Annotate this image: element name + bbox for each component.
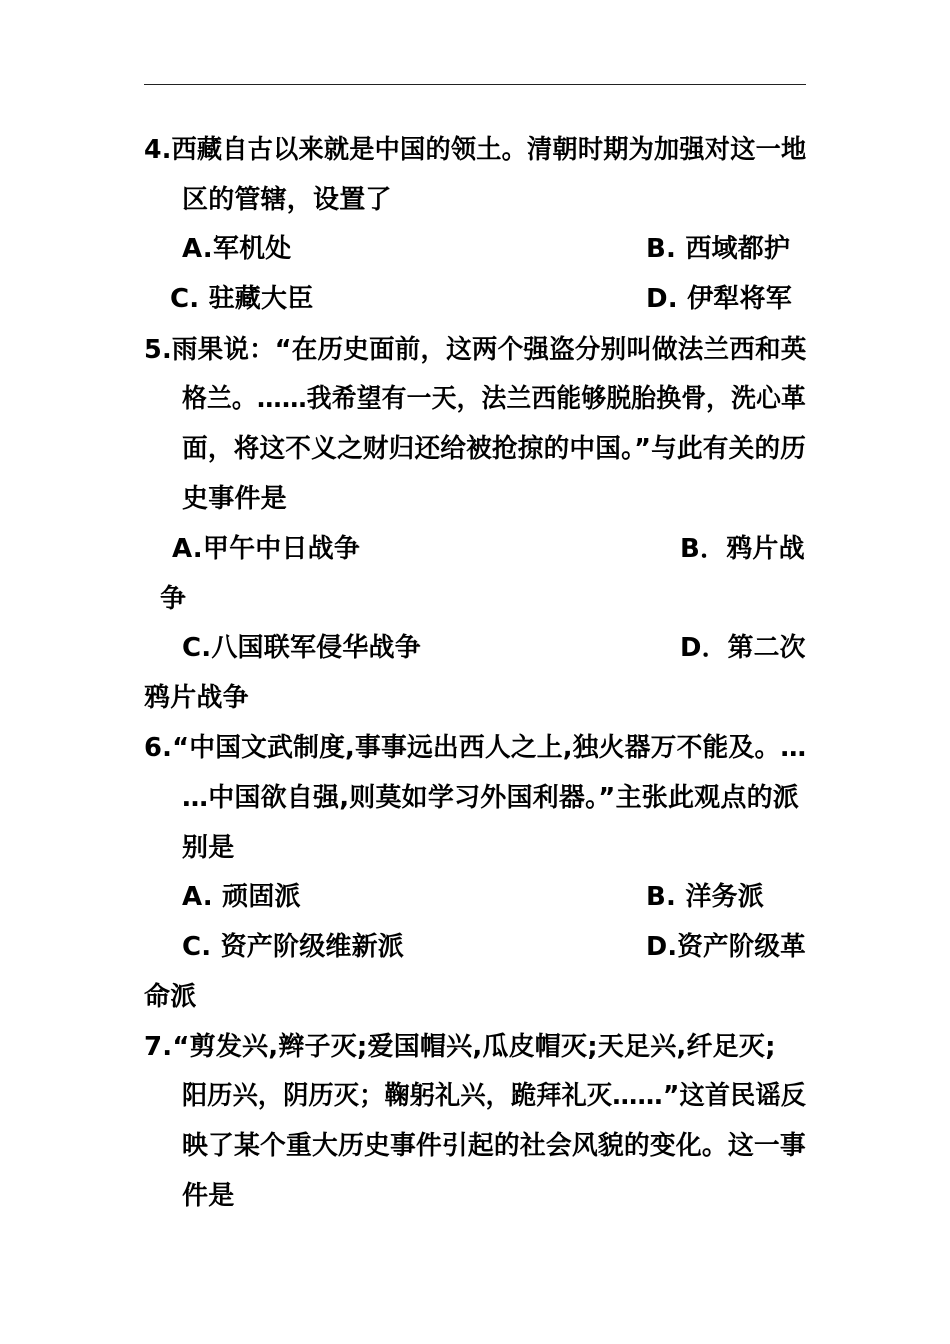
q5-stem-line3: 面，将这不义之财归还给被抢掠的中国。”与此有关的历 bbox=[182, 434, 807, 464]
q6-option-b: B. 洋务派 bbox=[646, 882, 764, 912]
q7-stem-line1: 7.“剪发兴,辫子灭;爱国帽兴,瓜皮帽灭;天足兴,纤足灭; bbox=[144, 1032, 776, 1062]
q4-option-d: D. 伊犁将军 bbox=[646, 284, 792, 314]
q4-option-b: B. 西域都护 bbox=[646, 234, 791, 264]
q5-option-d-wrap: 鸦片战争 bbox=[144, 683, 249, 713]
q7-stem-line3: 映了某个重大历史事件引起的社会风貌的变化。这一事 bbox=[182, 1131, 806, 1161]
q4-option-a: A.军机处 bbox=[182, 234, 292, 264]
q6-stem-line3: 别是 bbox=[182, 833, 235, 863]
q6-stem-line2: …中国欲自强,则莫如学习外国利器。”主张此观点的派 bbox=[182, 783, 799, 813]
q5-option-d: D．第二次 bbox=[680, 633, 806, 663]
q5-stem-line2: 格兰。……我希望有一天，法兰西能够脱胎换骨，洗心革 bbox=[182, 384, 807, 414]
q5-option-b: B．鸦片战 bbox=[680, 534, 805, 564]
q6-option-a: A. 顽固派 bbox=[182, 882, 301, 912]
q7-stem-line2: 阳历兴，阴历灭；鞠躬礼兴，跪拜礼灭……”这首民谣反 bbox=[182, 1081, 807, 1111]
q5-option-a: A.甲午中日战争 bbox=[172, 534, 361, 564]
q7-stem-line4: 件是 bbox=[182, 1181, 235, 1211]
q6-stem-line1: 6.“中国文武制度,事事远出西人之上,独火器万不能及。… bbox=[144, 733, 807, 763]
q4-stem-line1: 4.西藏自古以来就是中国的领土。清朝时期为加强对这一地 bbox=[144, 135, 807, 165]
q5-stem-line4: 史事件是 bbox=[182, 484, 287, 514]
q4-option-c: C. 驻藏大臣 bbox=[170, 284, 314, 314]
q6-option-c: C. 资产阶级维新派 bbox=[182, 932, 405, 962]
q4-stem-line2: 区的管辖，设置了 bbox=[182, 185, 392, 215]
q5-option-c: C.八国联军侵华战争 bbox=[182, 633, 421, 663]
header-rule bbox=[144, 84, 806, 85]
q6-option-d-wrap: 命派 bbox=[144, 982, 197, 1012]
q5-stem-line1: 5.雨果说：“在历史面前，这两个强盗分别叫做法兰西和英 bbox=[144, 335, 807, 365]
q6-option-d: D.资产阶级革 bbox=[646, 932, 806, 962]
q5-option-b-wrap: 争 bbox=[160, 584, 187, 614]
